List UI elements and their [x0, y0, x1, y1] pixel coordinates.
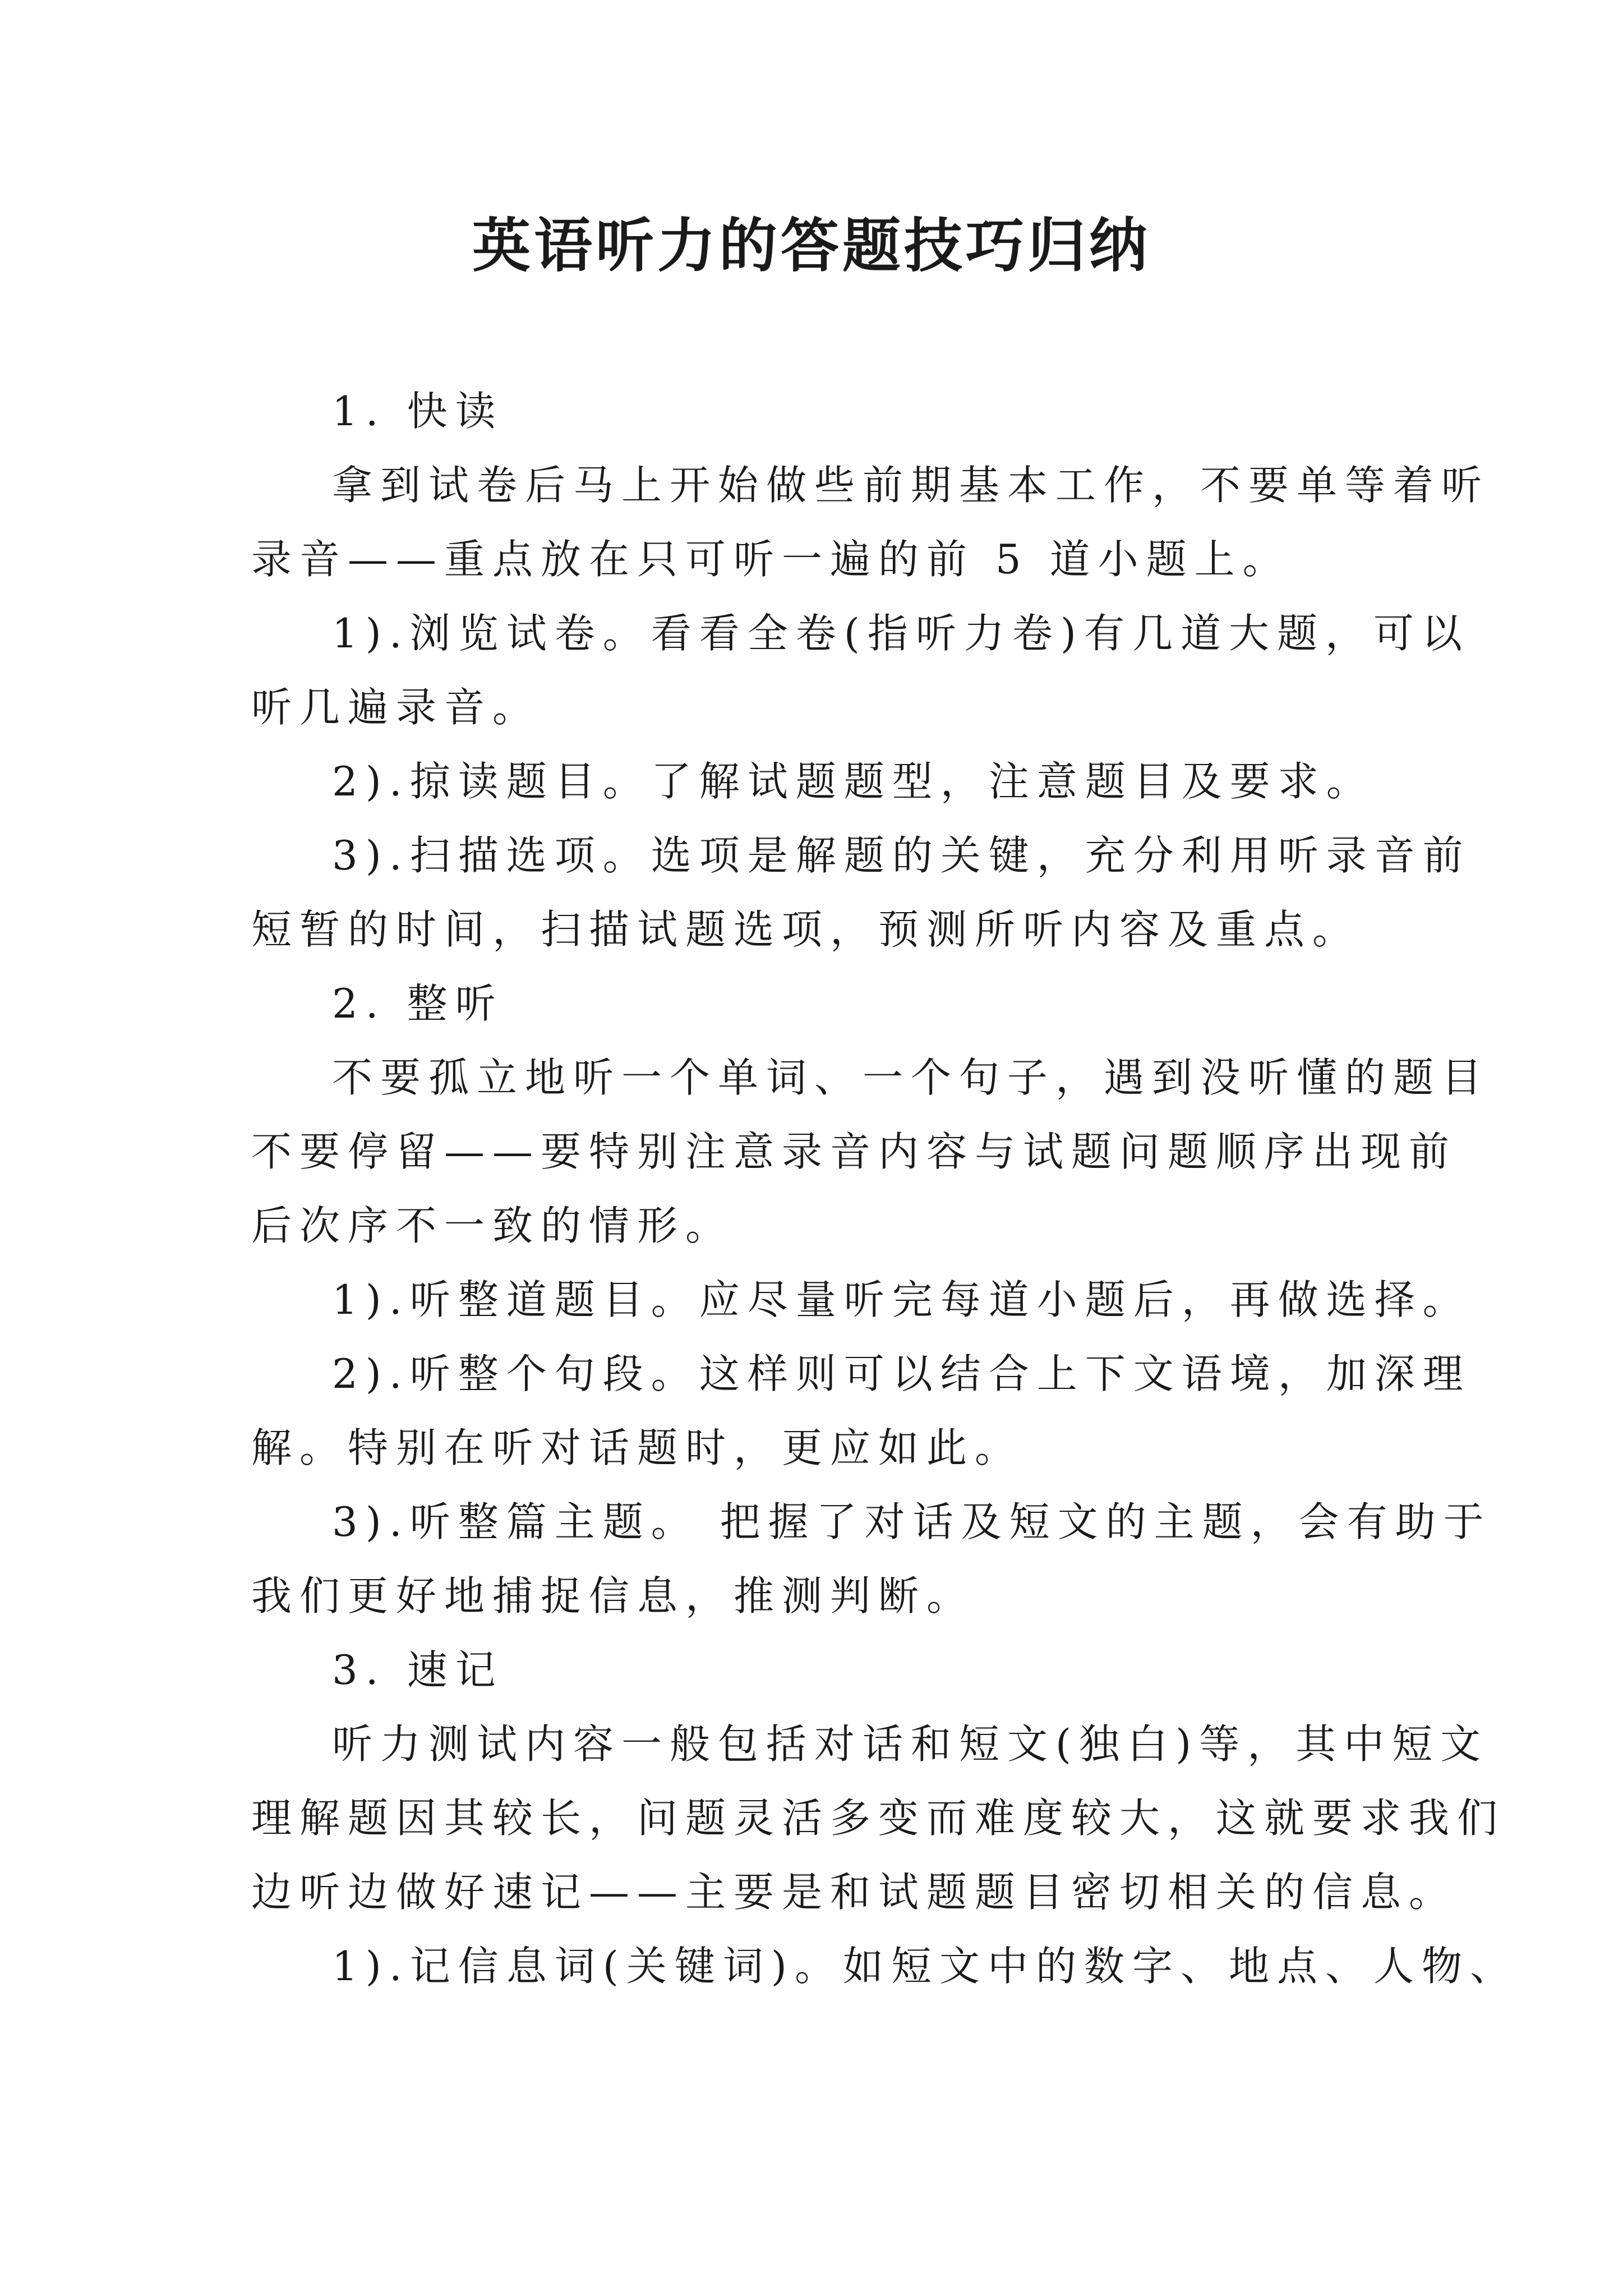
paragraph-line: 理解题因其较长，问题灵活多变而难度较大，这就要求我们: [251, 1795, 1506, 1842]
paragraph-line: 拿到试卷后马上开始做些前期基本工作，不要单等着听: [332, 462, 1490, 509]
section-heading: 1. 快读: [332, 388, 504, 435]
paragraph-line: 2).听整个句段。这样则可以结合上下文语境，加深理: [332, 1350, 1471, 1397]
section-heading: 2. 整听: [332, 980, 504, 1027]
paragraph-line: 短暂的时间，扫描试题选项，预测所听内容及重点。: [251, 906, 1361, 953]
section-heading: 3. 速记: [332, 1646, 504, 1694]
paragraph-line: 不要停留——要特别注意录音内容与试题问题顺序出现前: [251, 1128, 1458, 1175]
paragraph-line: 不要孤立地听一个单词、一个句子，遇到没听懂的题目: [332, 1054, 1490, 1101]
paragraph-line: 1).浏览试卷。看看全卷(指听力卷)有几道大题，可以: [332, 610, 1470, 657]
paragraph-line: 边听边做好速记——主要是和试题题目密切相关的信息。: [251, 1869, 1458, 1916]
paragraph-line: 3).听整篇主题。 把握了对话及短文的主题，会有助于: [332, 1498, 1492, 1545]
paragraph-line: 1).听整道题目。应尽量听完每道小题后，再做选择。: [332, 1276, 1471, 1323]
paragraph-line: 听力测试内容一般包括对话和短文(独白)等，其中短文: [332, 1720, 1489, 1768]
paragraph-line: 我们更好地捕捉信息，推测判断。: [251, 1572, 975, 1619]
paragraph-line: 录音——重点放在只可听一遍的前 5 道小题上。: [251, 536, 1291, 583]
paragraph-line: 2).掠读题目。了解试题题型，注意题目及要求。: [332, 758, 1375, 805]
page-title: 英语听力的答题技巧归纳: [472, 211, 1151, 280]
paragraph-line: 3).扫描选项。选项是解题的关键，充分利用听录音前: [332, 832, 1471, 879]
paragraph-line: 1).记信息词(关键词)。如短文中的数字、地点、人物、: [332, 1943, 1518, 1990]
paragraph-line: 听几遍录音。: [251, 684, 541, 731]
paragraph-line: 解。特别在听对话题时，更应如此。: [251, 1424, 1023, 1471]
paragraph-line: 后次序不一致的情形。: [251, 1202, 734, 1249]
